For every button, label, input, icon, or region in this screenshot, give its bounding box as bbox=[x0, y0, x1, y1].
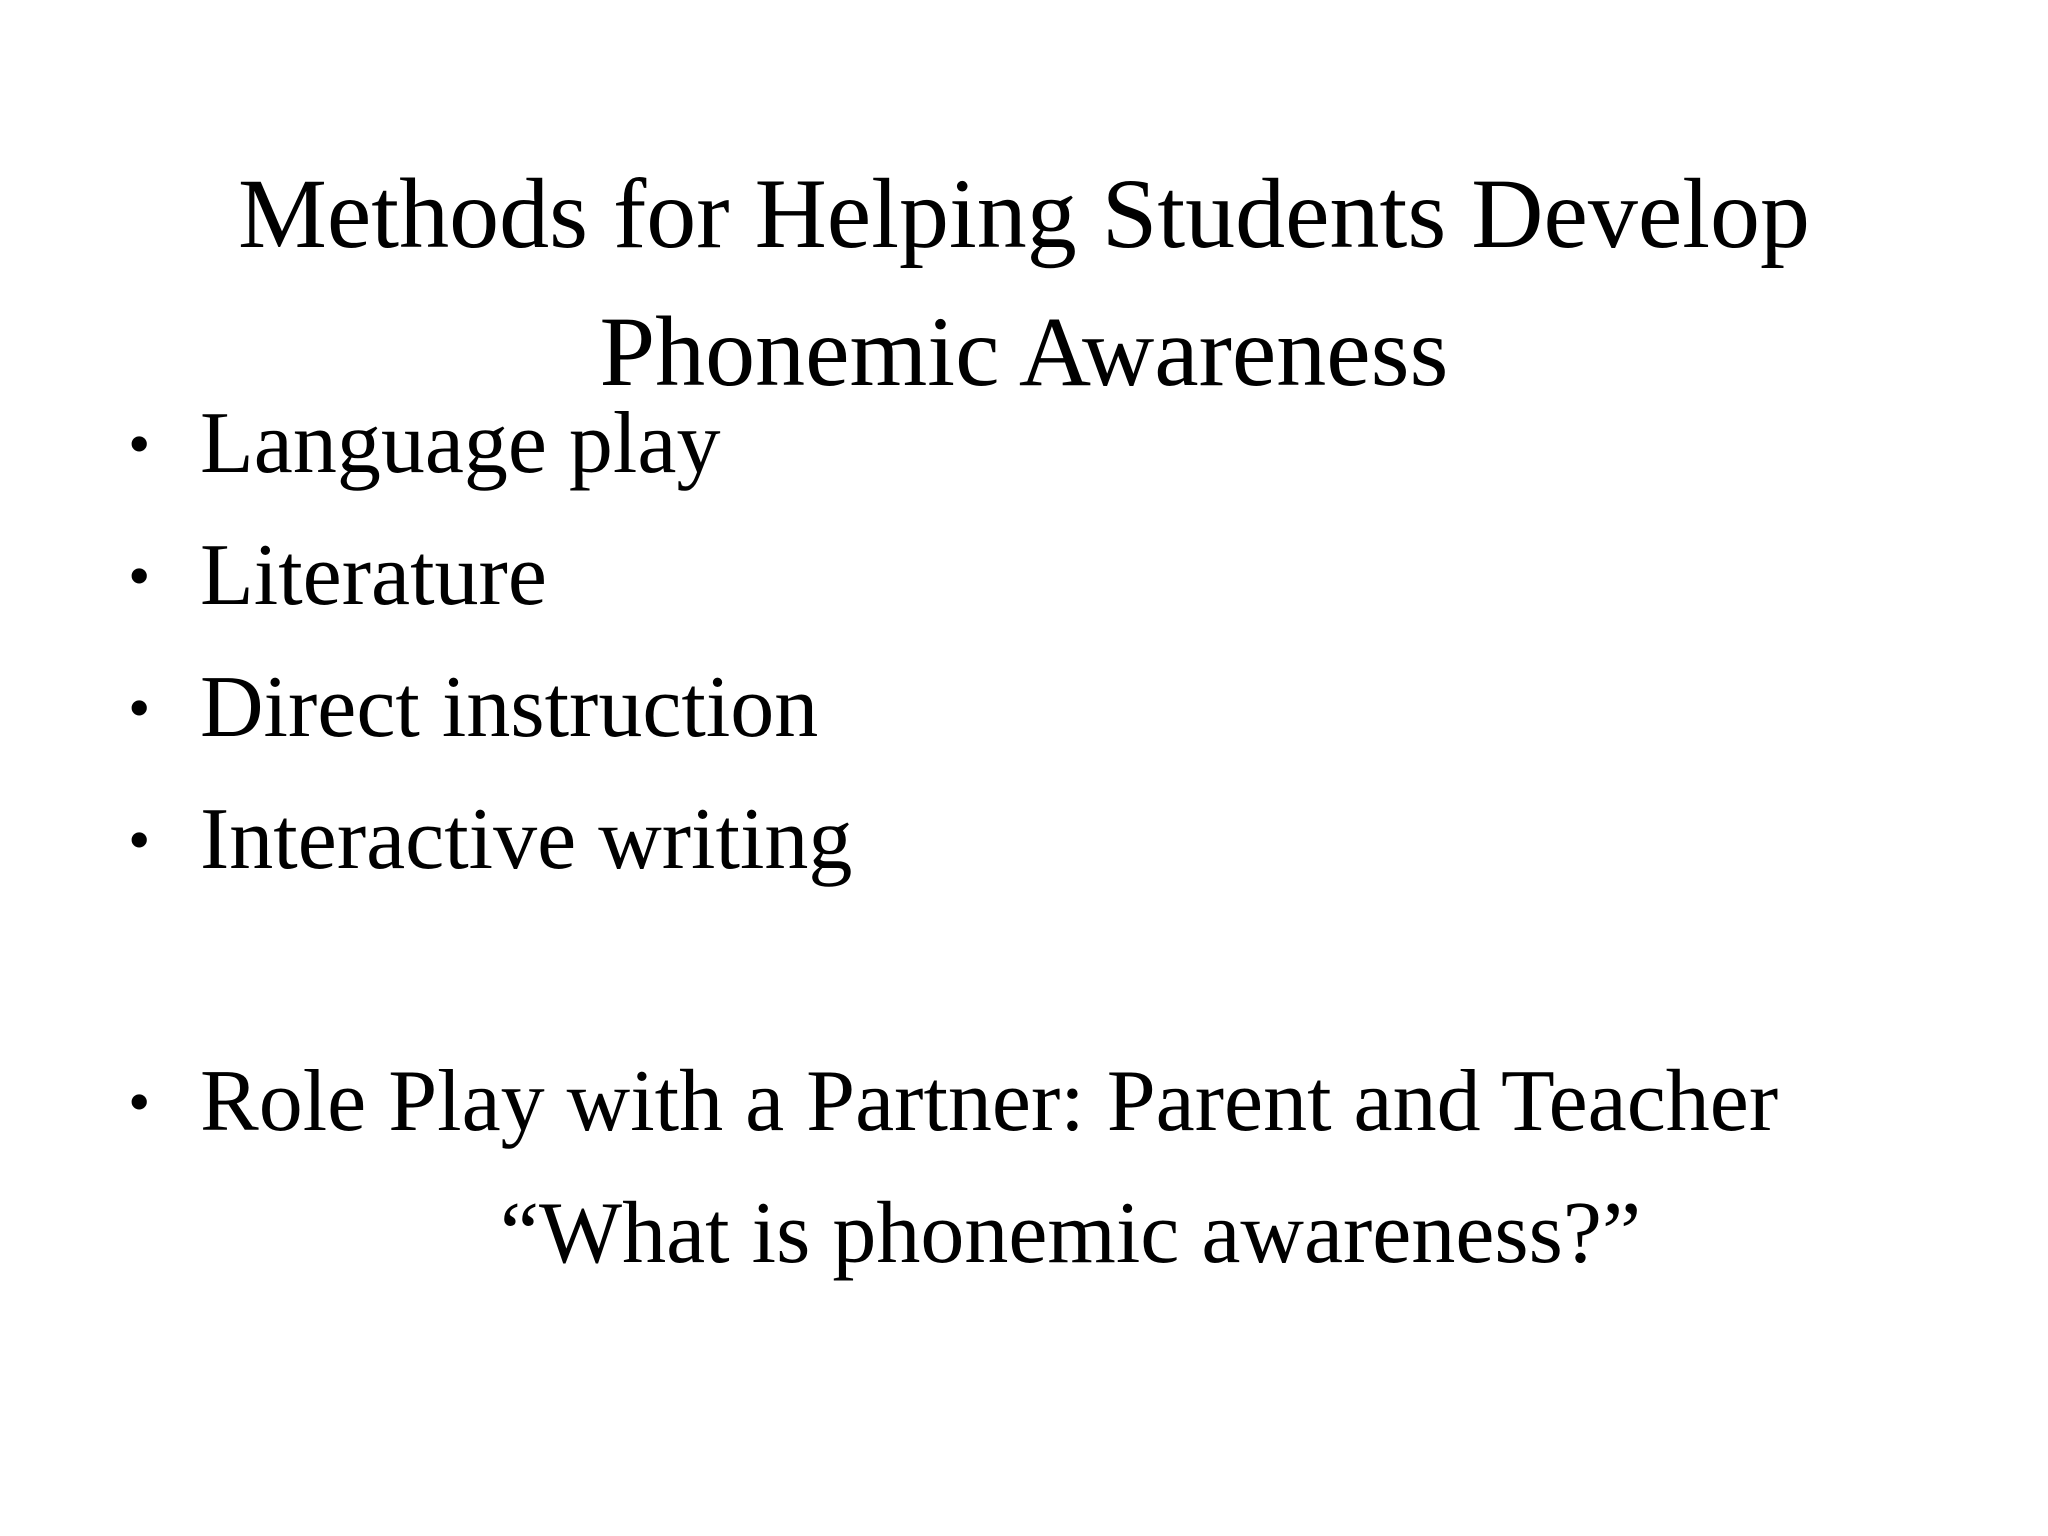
bullet-item bbox=[128, 378, 1928, 510]
bullet-item bbox=[128, 1036, 1928, 1168]
bullet-text: Interactive writing bbox=[200, 791, 853, 888]
bullet-icon: • bbox=[128, 804, 151, 875]
bullet-list bbox=[128, 378, 1928, 906]
bullet-text: Direct instruction bbox=[200, 659, 819, 756]
bullet-text: Literature bbox=[200, 527, 547, 624]
role-play-block bbox=[128, 1036, 1928, 1300]
bullet-icon: • bbox=[128, 672, 151, 743]
title-line-1: Methods for Helping Students Develop bbox=[237, 158, 1811, 269]
bullet-item bbox=[128, 774, 1928, 906]
bullet-item bbox=[128, 510, 1928, 642]
bullet-item bbox=[128, 642, 1928, 774]
title-line-2: Phonemic Awareness bbox=[599, 296, 1449, 407]
bullet-icon: • bbox=[128, 408, 151, 479]
bullet-text: Language play bbox=[200, 395, 721, 492]
role-play-text: Role Play with a Partner: Parent and Teacher bbox=[200, 1053, 1779, 1150]
bullet-icon: • bbox=[128, 540, 151, 611]
question-text: “What is phonemic awareness?” bbox=[500, 1185, 1642, 1282]
bullet-icon: • bbox=[128, 1066, 151, 1137]
